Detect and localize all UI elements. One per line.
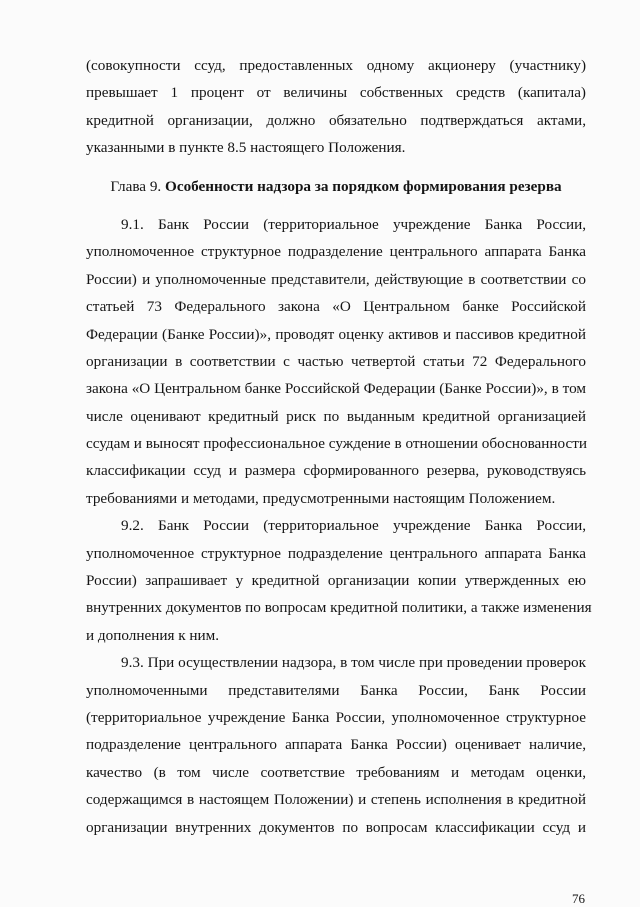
text-line: кредитной организации, должно обязательно подтверждаться актами, xyxy=(86,111,586,129)
intro-paragraph xyxy=(86,52,586,162)
chapter-title: Особенности надзора за порядком формирования резерва xyxy=(165,177,562,195)
text-line: уполномоченное структурное подразделение центрального аппарата Банка xyxy=(86,544,586,562)
paragraph-9-1 xyxy=(86,211,586,512)
text-line: классификации ссуд и размера сформированного резерва, руководствуясь xyxy=(86,462,586,480)
text-line: 9.3. При осуществлении надзора, в том числе при проведении проверок xyxy=(121,654,586,672)
text-line: качество (в том числе соответствие требованиям и методам оценки, xyxy=(86,763,586,781)
chapter-heading xyxy=(86,173,586,200)
text-line: (совокупности ссуд, предоставленных одному акционеру (участнику) xyxy=(86,57,586,74)
page-number: 76 xyxy=(572,891,585,906)
text-line: 9.1. Банк России (территориальное учреждение Банка России, xyxy=(121,215,586,233)
text-line: уполномоченное структурное подразделение центрального аппарата Банка xyxy=(86,243,586,261)
paragraph-9-2 xyxy=(86,512,592,649)
text-line: уполномоченными представителями Банка России, Банк России xyxy=(86,681,586,699)
chapter-prefix: Глава 9. xyxy=(110,177,162,195)
text-line: закона «О Центральном банке Российской Федерации (Банке России)», в том xyxy=(86,380,586,398)
text-line: ссудам и выносят профессиональное суждение в отношении обоснованности xyxy=(86,435,588,453)
document-body xyxy=(86,52,592,841)
text-line: требованиями и методами, предусмотренными настоящим Положением. xyxy=(86,489,556,507)
text-line: России) и уполномоченные представители, действующие в соответствии со xyxy=(86,270,586,288)
text-line: числе оценивают кредитный риск по выданным кредитной организацией xyxy=(86,407,586,425)
text-line: (территориальное учреждение Банка России, уполномоченное структурное xyxy=(86,708,586,726)
text-line: превышает 1 процент от величины собственных средств (капитала) xyxy=(86,84,586,102)
text-line: статьей 73 Федерального закона «О Центральном банке Российской xyxy=(86,298,586,316)
text-line: внутренних документов по вопросам кредитной политики, а также изменения xyxy=(86,599,592,617)
text-line: указанными в пункте 8.5 настоящего Положения. xyxy=(86,139,406,157)
text-line: и дополнения к ним. xyxy=(86,626,220,644)
text-line: содержащимся в настоящем Положении) и степень исполнения в кредитной xyxy=(86,791,586,809)
text-line: организации в соответствии с частью четвертой статьи 72 Федерального xyxy=(86,352,586,370)
paragraph-9-3 xyxy=(86,649,586,841)
text-line: России) запрашивает у кредитной организации копии утвержденных ею xyxy=(86,572,586,590)
text-line: Федерации (Банке России)», проводят оценку активов и пассивов кредитной xyxy=(86,325,586,343)
text-line: подразделение центрального аппарата Банка России) оценивает наличие, xyxy=(86,736,586,754)
text-line: организации внутренних документов по вопросам классификации ссуд и xyxy=(86,818,586,836)
text-line: 9.2. Банк России (территориальное учреждение Банка России, xyxy=(121,517,586,535)
